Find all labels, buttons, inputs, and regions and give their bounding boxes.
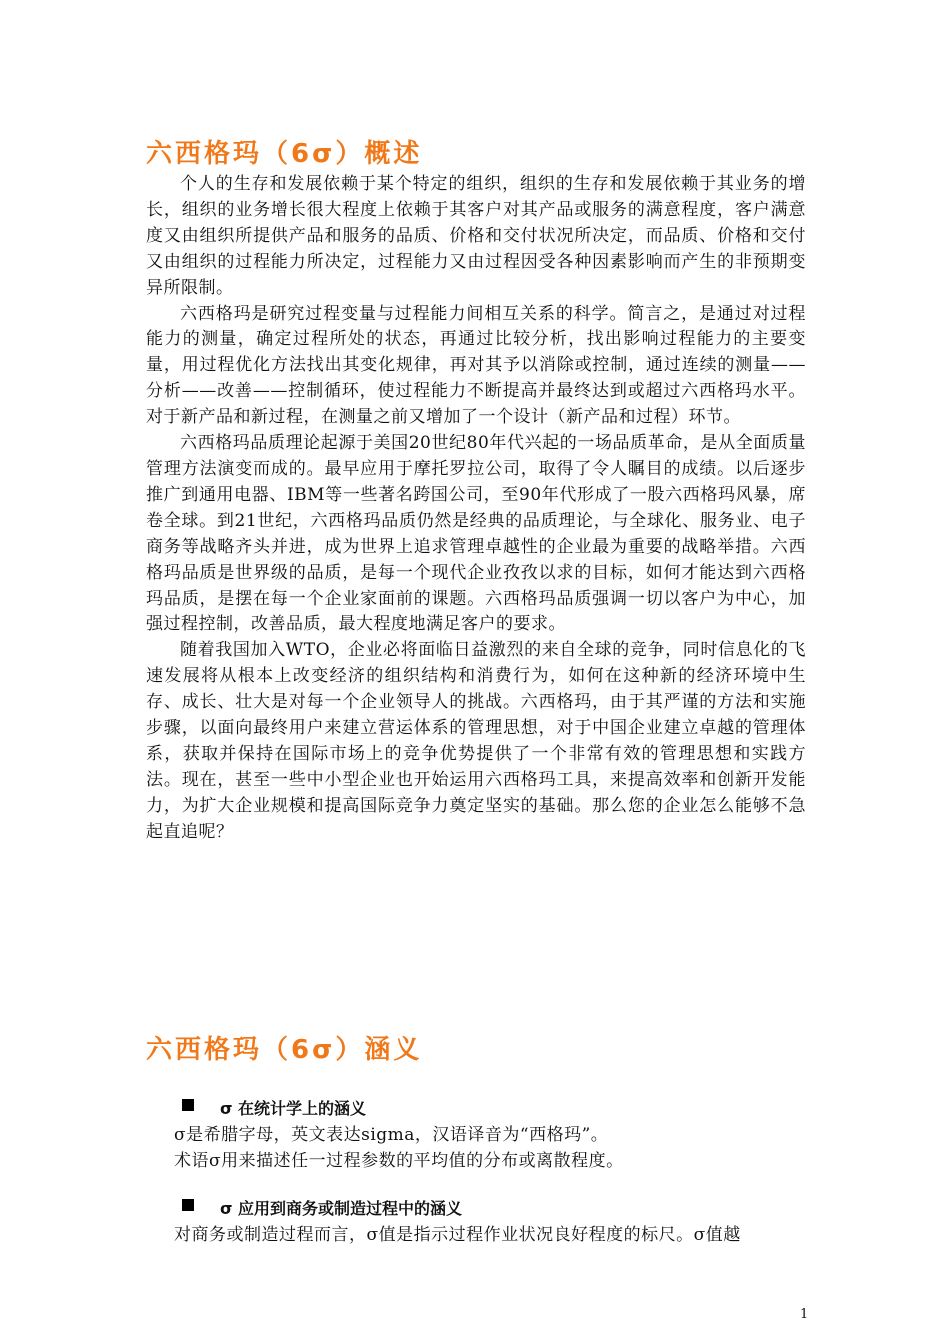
sub-heading-label: σ 应用到商务或制造过程中的涵义: [220, 1199, 463, 1218]
paragraph: 六西格玛品质理论起源于美国20世纪80年代兴起的一场品质革命，是从全面质量管理方法演变而成的。最早应用于摩托罗拉公司，取得了令人瞩目的成绩。以后逐步推广到通用电器、IBM等一些著名跨国公司，至90年代形成了一股六西格玛风暴，席卷全球。到21世纪，六西格玛品质仍然是经典的品质理论，与全球化、服务业、电子商务等战略齐头并进，成为世界上追求管理卓越性的企业最为重要的战略举措。六西格玛品质是世界级的品质，是每一个现代企业孜孜以求的目标，如何才能达到六西格玛品质，是摆在每一个企业家面前的课题。六西格玛品质强调一切以客户为中心，加强过程控制，改善品质，最大程度地满足客户的要求。: [146, 433, 806, 635]
text-line: 对商务或制造过程而言，σ值是指示过程作业状况良好程度的标尺。σ值越: [174, 1225, 741, 1245]
text-line: 术语σ用来描述任一过程参数的平均值的分布或离散程度。: [174, 1151, 624, 1171]
meaning-item-statistics: [146, 1096, 806, 1174]
sub-heading-label: σ 在统计学上的涵义: [220, 1099, 367, 1118]
paragraph: 个人的生存和发展依赖于某个特定的组织，组织的生存和发展依赖于其业务的增长，组织的业务增长很大程度上依赖于其客户对其产品或服务的满意程度，客户满意度又由组织所提供产品和服务的品质、价格和交付状况所决定，而品质、价格和交付又由组织的过程能力所决定，过程能力又由过程因受各种因素影响而产生的非预期变异所限制。: [146, 174, 806, 298]
text-line: σ是希腊字母，英文表达sigma，汉语译音为“西格玛”。: [174, 1125, 609, 1145]
page-number: 1: [800, 1307, 809, 1322]
section-heading-overview: 六西格玛（6σ）概述: [146, 139, 423, 169]
sub-heading: [146, 1096, 806, 1122]
meaning-item-business: [146, 1196, 806, 1248]
section-heading-meaning: 六西格玛（6σ）涵义: [146, 1035, 423, 1065]
paragraph: 随着我国加入WTO，企业必将面临日益激烈的来自全球的竞争，同时信息化的飞速发展将从根本上改变经济的组织结构和消费行为，如何在这种新的经济环境中生存、成长、壮大是对每一个企业领导人的挑战。六西格玛，由于其严谨的方法和实施步骤，以面向最终用户来建立营运体系的管理思想，对于中国企业建立卓越的管理体系，获取并保持在国际市场上的竞争优势提供了一个非常有效的管理思想和实践方法。现在，甚至一些中小型企业也开始运用六西格玛工具，来提高效率和创新开发能力，为扩大企业规模和提高国际竞争力奠定坚实的基础。那么您的企业怎么能够不急起直追呢？: [146, 640, 806, 842]
square-bullet-icon: [182, 1099, 194, 1111]
paragraph: 六西格玛是研究过程变量与过程能力间相互关系的科学。简言之，是通过对过程能力的测量，确定过程所处的状态，再通过比较分析，找出影响过程能力的主要变量，用过程优化方法找出其变化规律，再对其予以消除或控制，通过连续的测量——分析——改善——控制循环，使过程能力不断提高并最终达到或超过六西格玛水平。对于新产品和新过程，在测量之前又增加了一个设计（新产品和过程）环节。: [146, 303, 806, 428]
overview-body: [146, 172, 806, 846]
sub-heading: [146, 1196, 806, 1222]
square-bullet-icon: [182, 1199, 194, 1211]
